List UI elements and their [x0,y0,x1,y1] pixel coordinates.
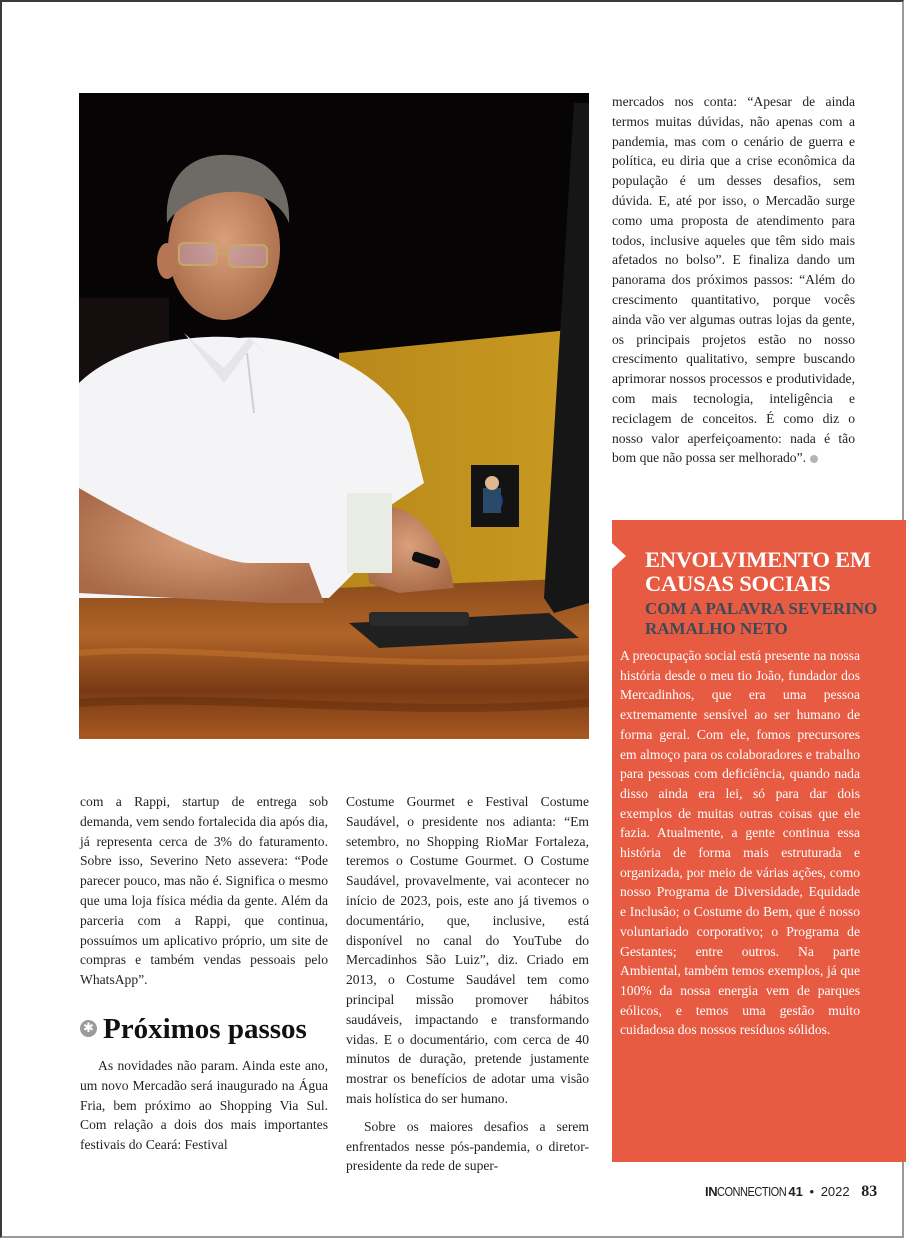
issue-year: 2022 [820,1184,850,1199]
issue-number: 41 [788,1184,803,1199]
body-paragraph [612,92,855,468]
photo-illustration [79,93,589,739]
end-of-article-icon [810,455,818,463]
page-footer [705,1184,877,1200]
star-circle-icon: ✱ [80,1020,97,1037]
magazine-brand-bold: IN [705,1184,718,1199]
body-paragraph-text: mercados nos conta: “Apesar de ainda termos muitas dúvidas, não apenas com a pandemia, mas com o cenário de guerra e política, eu diria que a crise econômica da população é um desses desafios, sem dúvida. E, até por isso, o Mercadão surge como uma proposta de atendimento para todos, inclusive aqueles que têm sido mais afetados no bolso”. E finaliza dando um panorama dos próximos passos: “Além do crescimento quantitativo, porque vocês ainda vão ver algumas outras lojas da gente, os principais projetos estão no nosso crescimento qualitativo, sempre buscando aprimorar nossos processos e produtividade, com mais tecnologia, inteligência e reciclagem de conceitos. É como diz o nosso valor aperfeiçoamento: nada é tão bom que não possa ser melhorado”. [612,94,855,466]
body-paragraph: As novidades não param. Ainda este ano, um novo Mercadão será inaugurado na Água Fria, bem próximo ao Shopping Via Sul. Com relação a dois dos mais importantes festivais do Ceará: Festival [80,1057,328,1153]
article-column-right [612,92,855,468]
page-number: 83 [861,1183,878,1200]
body-paragraph: com a Rappi, startup de entrega sob demanda, vem sendo fortalecida dia após dia, já representa cerca de 3% do faturamento. Sobre isso, Severino Neto assevera: “Pode parecer pouco, mas não é. Significa o mesmo que uma loja física média da gente. Além da parceria com a Rappi, que continua, possuímos um aplicativo próprio, um site de compras e também vendas pessoais pelo WhatsApp”. [80,794,328,988]
sidebar-box [612,520,906,1162]
sidebar-title: ENVOLVIMENTO EM CAUSAS SOCIAIS [645,547,871,596]
magazine-brand-rest: CONNECTION [717,1184,787,1199]
footer-separator: • [809,1184,815,1199]
article-column-left [80,792,328,1155]
arrow-notch-icon [612,543,626,569]
article-photo [79,93,589,739]
body-paragraph: Costume Gourmet e Festival Costume Saudável, o presidente nos adianta: “Em setembro, no Shopping RioMar Fortaleza, teremos o Costume Gourmet. O Costume Saudável, provavelmente, vai acontecer no início de 2023, pois, este ano já tivemos o documentário, que, inclusive, está disponível no canal do YouTube do Mercadinhos São Luiz”, diz. Criado em 2013, o Costume Saudável tem como principal missão promover hábitos saudáveis, impactando e transformando vidas. E o documentário, com cerca de 40 minutos de duração, pretende justamente mostrar os benefícios de adotar uma visão mais holística do ser humano. [346,794,589,1106]
body-paragraph: Sobre os maiores desafios a serem enfrentados nesse pós-pandemia, o diretor-presidente da rede de super- [346,1118,589,1174]
sidebar-body: A preocupação social está presente na nossa história desde o meu tio João, fundador dos Mercadinhos, que era uma pessoa extremamente sensível ao ser humano de forma geral. Com ele, fomos precursores em almoço para os colaboradores e trabalho para pessoas com deficiência, quando nada disso ainda era lei, só para dar dois exemplos de muitas outras coisas que ele fazia. Atualmente, a gente continua essa história de forma mais estruturada e organizada, por meio de várias ações, como nosso Programa de Diversidade, Equidade e Inclusão; o Costume do Bem, que é nosso voluntariado corporativo; o Programa de Gestantes; entre outros. Na parte Ambiental, também temos exemplos, já que 100% da nossa energia vem de parques eólicos, e temos uma gestão muito cuidadosa dos nossos resíduos sólidos. [620,648,860,1038]
sidebar-subtitle: COM A PALAVRA SEVERINO RAMALHO NETO [645,599,878,638]
section-heading-text: Próximos passos [103,1012,307,1045]
section-heading-proximos-passos [80,1012,328,1046]
article-column-middle [346,792,589,1176]
